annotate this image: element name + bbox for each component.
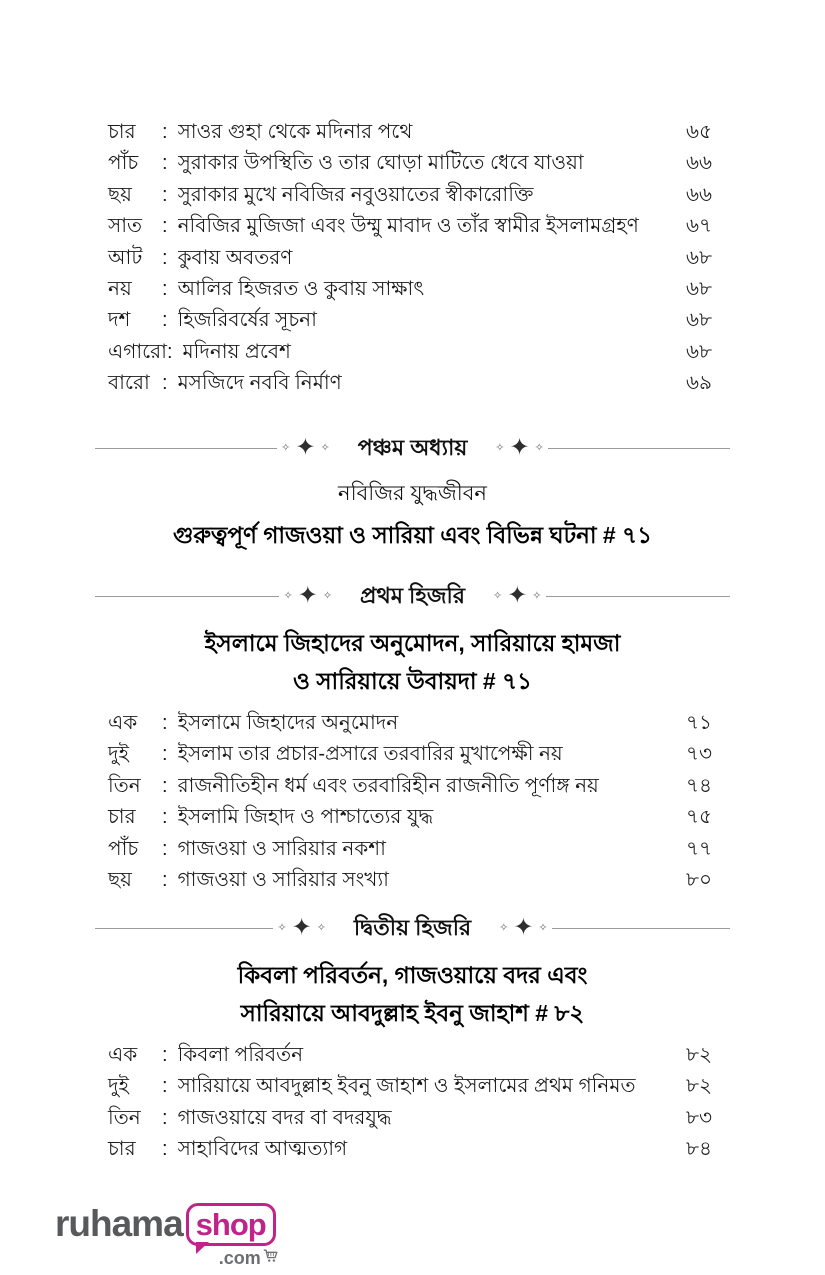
toc-item-number: পাঁচ <box>108 837 139 860</box>
large-diamond-icon: ✦ <box>291 914 312 941</box>
small-diamond-icon: ✧ <box>316 921 326 934</box>
toc-row <box>108 368 712 399</box>
toc-item-title: সাহাবিদের আত্মত্যাগ <box>177 1138 348 1161</box>
ornament-rule-right <box>552 928 730 929</box>
small-diamond-icon: ✧ <box>320 441 330 454</box>
ornament-diamonds-right <box>495 436 544 460</box>
toc-item-title: গাজওয়া ও সারিয়ার সংখ্যা <box>177 868 389 891</box>
small-diamond-icon: ✧ <box>532 589 542 602</box>
toc-item-title: কিবলা পরিবর্তন <box>177 1044 304 1066</box>
section-second-hijri <box>95 913 730 1166</box>
toc-row <box>108 1134 712 1165</box>
toc-page-number: ৬৭ <box>685 215 712 238</box>
toc-page-number: ৮২ <box>686 1075 712 1098</box>
section-ornament-header <box>95 581 730 611</box>
toc-separator: : <box>162 372 168 395</box>
small-diamond-icon: ✧ <box>538 921 548 934</box>
toc-item-title: সুরাকার মুখে নবিজির নবুওয়াতের স্বীকারোক্তি <box>177 183 534 206</box>
toc-row <box>108 708 712 739</box>
toc-item-number: ছয় <box>108 868 132 891</box>
toc-row <box>108 865 712 896</box>
toc-item-title: ইসলামি জিহাদ ও পাশ্চাত্যের যুদ্ধ <box>177 806 434 829</box>
toc-item-number: তিন <box>108 774 141 797</box>
toc-item-number: নয় <box>108 277 132 300</box>
section-subtitle-line: ইসলামে জিহাদের অনুমোদন, সারিয়ায়ে হামজা <box>204 630 621 656</box>
toc-item-number: সাত <box>108 215 143 238</box>
toc-separator: : <box>166 340 173 363</box>
small-diamond-icon: ✧ <box>281 441 291 454</box>
toc-item-title: সাওর গুহা থেকে মদিনার পথে <box>177 121 413 143</box>
toc-page-number: ৬৫ <box>686 121 712 143</box>
ornament-diamonds-right <box>493 584 542 608</box>
toc-item-number: পাঁচ <box>108 152 139 175</box>
toc-separator: : <box>162 743 168 766</box>
toc-row <box>108 211 712 242</box>
toc-row <box>108 305 712 336</box>
toc-item-number: এগারো <box>108 340 167 363</box>
toc-list-first-hijri <box>108 708 712 896</box>
small-diamond-icon: ✧ <box>499 921 509 934</box>
section-subtitle-line: সারিয়ায়ে আবদুল্লাহ ইবনু জাহাশ # ৮২ <box>240 1000 585 1026</box>
toc-item-title: হিজরিবর্ষের সূচনা <box>177 309 317 332</box>
section-subtitle-line: ও সারিয়ায়ে উবায়দা # ৭১ <box>293 668 532 694</box>
ornament-rule-right <box>546 596 730 597</box>
toc-page-number: ৭৫ <box>686 806 712 829</box>
toc-list-second-hijri <box>108 1040 712 1166</box>
toc-separator: : <box>162 1044 168 1066</box>
large-diamond-icon: ✦ <box>295 434 316 461</box>
toc-separator: : <box>162 277 168 300</box>
ornament-diamonds-left <box>277 916 326 940</box>
logo-speech-bubble <box>186 1203 276 1268</box>
toc-item-title: কুবায় অবতরণ <box>177 246 293 269</box>
toc-row <box>108 834 712 865</box>
toc-row <box>108 1071 712 1102</box>
toc-item-number: তিন <box>108 1106 141 1129</box>
toc-separator: : <box>162 121 168 143</box>
toc-page-number: ৬৮ <box>686 309 712 332</box>
large-diamond-icon: ✦ <box>297 582 318 609</box>
toc-separator: : <box>162 309 168 332</box>
large-diamond-icon: ✦ <box>509 434 530 461</box>
ornament-diamonds-left <box>283 584 332 608</box>
small-diamond-icon: ✧ <box>495 441 505 454</box>
toc-page-number: ৭৭ <box>685 837 712 860</box>
toc-page-number: ৬৮ <box>686 340 712 363</box>
toc-item-number: চার <box>108 806 136 829</box>
shopping-cart-icon <box>262 1247 279 1269</box>
toc-page-number: ৭৪ <box>686 774 712 797</box>
toc-page-number: ৬৮ <box>686 277 712 300</box>
toc-separator: : <box>162 215 168 238</box>
ornament-diamonds-left <box>281 436 330 460</box>
toc-item-title: মসজিদে নববি নির্মাণ <box>177 372 342 395</box>
toc-item-number: দুই <box>108 1075 129 1098</box>
toc-page-number: ৬৯ <box>686 372 712 395</box>
section-subtitle-line: কিবলা পরিবর্তন, গাজওয়ায়ে বদর এবং <box>237 962 588 988</box>
toc-row <box>108 802 712 833</box>
toc-item-number: বারো <box>108 372 150 395</box>
logo-shop-text: shop <box>195 1207 266 1242</box>
section-title: প্রথম হিজরি <box>360 583 465 608</box>
toc-separator: : <box>162 1106 168 1129</box>
ornament-diamonds-right <box>499 916 548 940</box>
toc-separator: : <box>162 806 168 829</box>
chapter-topic-line: গুরুত্বপূর্ণ গাজওয়া ও সারিয়া এবং বিভিন্ন ঘটনা # ৭১ <box>173 522 652 548</box>
toc-page-number: ৭১ <box>686 712 712 734</box>
speech-bubble-tail <box>196 1242 209 1254</box>
toc-item-number: ছয় <box>108 183 132 206</box>
logo-domain-text: .com <box>218 1248 261 1268</box>
toc-row <box>108 739 712 770</box>
toc-item-title: ইসলামে জিহাদের অনুমোদন <box>177 712 399 734</box>
toc-item-number: এক <box>108 1044 138 1066</box>
ruhamashop-logo <box>55 1202 276 1268</box>
toc-page-number: ৭৩ <box>685 743 712 766</box>
toc-page-number: ৬৬ <box>685 152 712 175</box>
toc-item-title: গাজওয়ায়ে বদর বা বদরযুদ্ধ <box>177 1106 392 1129</box>
toc-row <box>108 1103 712 1134</box>
toc-item-title: আলির হিজরত ও কুবায় সাক্ষাৎ <box>177 277 425 300</box>
toc-item-number: চার <box>108 121 136 143</box>
ornament-rule-left <box>95 928 273 929</box>
toc-item-title: সারিয়ায়ে আবদুল্লাহ ইবনু জাহাশ ও ইসলামের প্রথম গনিমত <box>177 1075 636 1098</box>
toc-row <box>108 1040 712 1071</box>
toc-item-number: দশ <box>108 309 131 332</box>
toc-page-number: ৬৮ <box>686 246 712 269</box>
ornament-rule-right <box>548 448 730 449</box>
toc-item-title: রাজনীতিহীন ধর্ম এবং তরবারিহীন রাজনীতি পূর্ণাঙ্গ নয় <box>177 774 599 797</box>
toc-separator: : <box>162 774 168 797</box>
toc-separator: : <box>162 1138 168 1161</box>
logo-domain-row <box>219 1247 279 1269</box>
toc-row <box>108 243 712 274</box>
toc-separator: : <box>162 837 168 860</box>
toc-page-number: ৮০ <box>686 868 712 891</box>
toc-row <box>108 180 712 211</box>
chapter-title: পঞ্চম অধ্যায় <box>357 435 468 460</box>
toc-row <box>108 274 712 305</box>
small-diamond-icon: ✧ <box>534 441 544 454</box>
small-diamond-icon: ✧ <box>492 589 503 602</box>
toc-separator: : <box>162 712 168 734</box>
small-diamond-icon: ✧ <box>322 589 333 602</box>
toc-page-number: ৮২ <box>686 1044 712 1066</box>
toc-item-number: আট <box>108 246 143 269</box>
chapter-subtitle: নবিজির যুদ্ধজীবন <box>338 482 487 505</box>
toc-separator: : <box>162 183 168 206</box>
toc-separator: : <box>162 868 168 891</box>
toc-row <box>108 771 712 802</box>
toc-page-number: ৬৬ <box>685 183 712 206</box>
logo-brand-text: ruhama <box>55 1203 183 1244</box>
toc-item-title: গাজওয়া ও সারিয়ার নকশা <box>177 837 386 860</box>
ornament-rule-left <box>95 596 279 597</box>
toc-item-title: সুরাকার উপস্থিতি ও তার ঘোড়া মাটিতে ধেবে যাওয়া <box>177 152 584 175</box>
toc-row <box>108 117 712 148</box>
small-diamond-icon: ✧ <box>277 921 287 934</box>
section-first-hijri <box>95 581 730 896</box>
section-ornament-header <box>95 913 730 943</box>
toc-item-number: দুই <box>108 743 129 766</box>
ornament-rule-left <box>95 448 277 449</box>
toc-item-title: ইসলাম তার প্রচার-প্রসারে তরবারির মুখাপেক্ষী নয় <box>177 743 563 766</box>
toc-item-number: এক <box>108 712 138 734</box>
toc-separator: : <box>162 1075 168 1098</box>
chapter-heading-block <box>95 433 730 551</box>
toc-item-title: মদিনায় প্রবেশ <box>182 340 291 363</box>
toc-separator: : <box>162 246 168 269</box>
toc-separator: : <box>162 152 168 175</box>
toc-item-title: নবিজির মুজিজা এবং উম্মু মাবাদ ও তাঁর স্বামীর ইসলামগ্রহণ <box>177 215 639 238</box>
toc-page-number: ৮৩ <box>686 1106 712 1129</box>
chapter-ornament-header <box>95 433 730 463</box>
section-title: দ্বিতীয় হিজরি <box>353 915 472 940</box>
toc-row <box>108 337 712 368</box>
toc-row <box>108 148 712 179</box>
large-diamond-icon: ✦ <box>513 914 534 941</box>
small-diamond-icon: ✧ <box>283 589 293 602</box>
large-diamond-icon: ✦ <box>507 582 528 609</box>
toc-item-number: চার <box>108 1138 136 1161</box>
toc-page-number: ৮৪ <box>686 1138 712 1161</box>
toc-list-previous-chapter <box>108 117 712 400</box>
